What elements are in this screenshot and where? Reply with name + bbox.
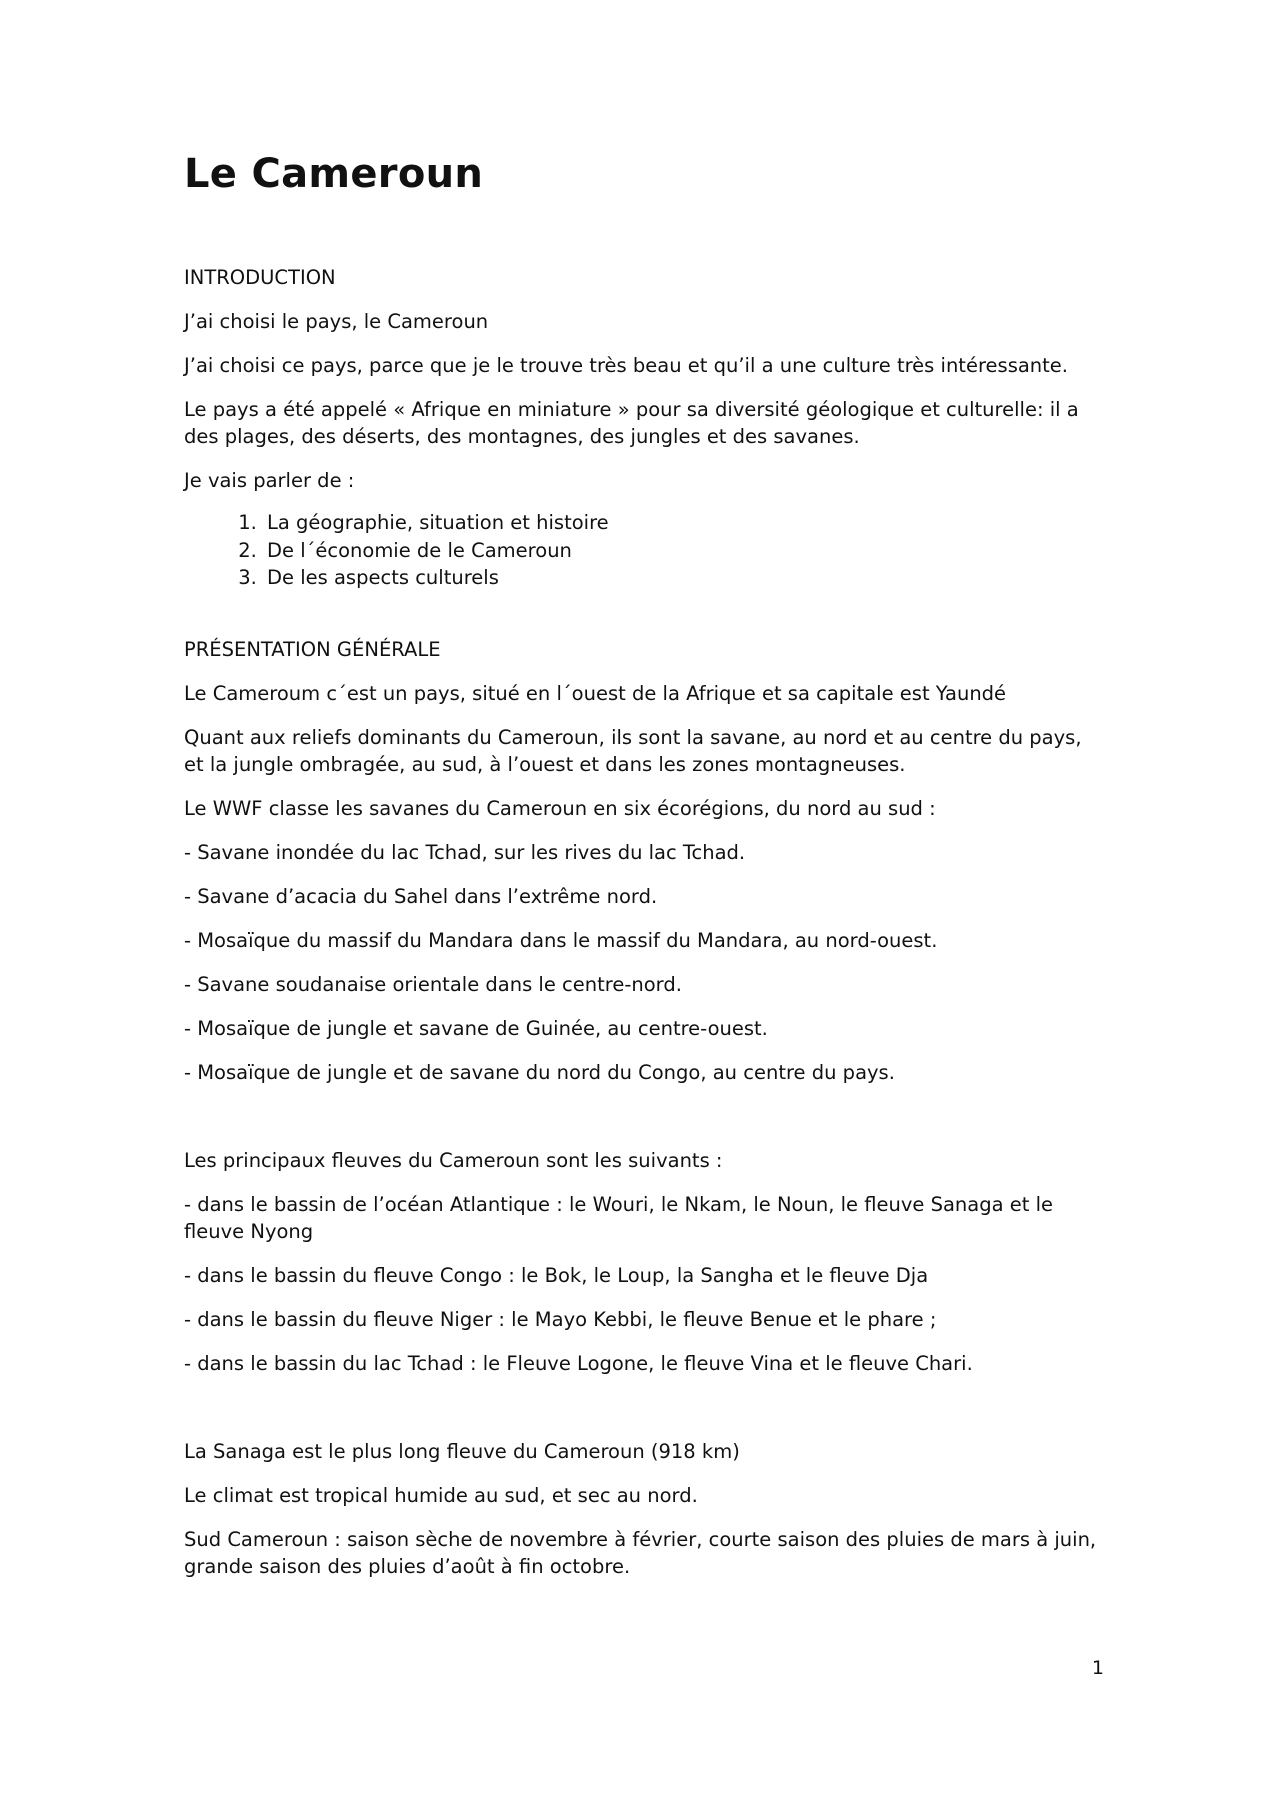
intro-paragraph-2: J’ai choisi ce pays, parce que je le trouve très beau et qu’il a une culture très intéressante.: [184, 354, 1069, 377]
rivers-intro: Les principaux fleuves du Cameroun sont les suivants :: [184, 1148, 723, 1172]
intro-paragraph-4: Je vais parler de :: [184, 469, 355, 492]
list-item: 1. La géographie, situation et histoire: [263, 509, 1104, 537]
ecoregion-item: - Mosaïque de jungle et de savane du nord du Congo, au centre du pays.: [184, 1060, 895, 1084]
list-item: 2. De l´économie de le Cameroun: [263, 537, 1104, 565]
ecoregion-item: - Savane inondée du lac Tchad, sur les rives du lac Tchad.: [184, 840, 746, 864]
presentation-paragraph-1: Le Cameroum c´est un pays, situé en l´ouest de la Afrique et sa capitale est Yaundé: [184, 681, 1007, 705]
presentation-paragraph-2: Quant aux reliefs dominants du Cameroun, ils sont la savane, au nord et au centre du pays, et la jungle ombragée, au sud, à l’ouest et dans les zones montagneuses.: [184, 725, 1082, 776]
intro-paragraph-1: J’ai choisi le pays, le Cameroun: [184, 310, 489, 333]
section-heading-introduction: INTRODUCTION: [184, 266, 336, 289]
list-item: 3. De les aspects culturels: [263, 564, 1104, 592]
river-item: - dans le bassin de l’océan Atlantique : le Wouri, le Nkam, le Noun, le fleuve Sanaga et le fleuve Nyong: [184, 1192, 1054, 1243]
page-number: 1: [1091, 1657, 1104, 1679]
section-spacer: [184, 1394, 1104, 1438]
section-spacer: [184, 592, 1104, 636]
ecoregion-item: - Mosaïque du massif du Mandara dans le massif du Mandara, au nord-ouest.: [184, 928, 938, 952]
river-item: - dans le bassin du fleuve Congo : le Bok, le Loup, la Sangha et le fleuve Dja: [184, 1263, 929, 1287]
climate-paragraph-1: La Sanaga est le plus long fleuve du Cameroun (918 km): [184, 1439, 740, 1463]
river-item: - dans le bassin du fleuve Niger : le Mayo Kebbi, le fleuve Benue et le phare ;: [184, 1307, 937, 1331]
climate-paragraph-3: Sud Cameroun : saison sèche de novembre à février, courte saison des pluies de mars à juin, grande saison des pluies d’août à fin octobre.: [184, 1527, 1097, 1578]
topics-list: [184, 509, 1104, 592]
river-item: - dans le bassin du lac Tchad : le Fleuve Logone, le fleuve Vina et le fleuve Chari.: [184, 1351, 973, 1375]
intro-paragraph-3: Le pays a été appelé « Afrique en miniature » pour sa diversité géologique et culturelle: il a des plages, des déserts, des montagnes, des jungles et des savanes.: [184, 398, 1079, 448]
page-content: [184, 148, 1104, 1597]
section-spacer: [184, 1103, 1104, 1147]
ecoregion-item: - Mosaïque de jungle et savane de Guinée, au centre-ouest.: [184, 1016, 768, 1040]
ecoregion-item: - Savane soudanaise orientale dans le centre-nord.: [184, 972, 682, 996]
climate-paragraph-2: Le climat est tropical humide au sud, et sec au nord.: [184, 1483, 698, 1507]
ecoregion-item: - Savane d’acacia du Sahel dans l’extrême nord.: [184, 884, 658, 908]
presentation-paragraph-3: Le WWF classe les savanes du Cameroun en six écorégions, du nord au sud :: [184, 796, 936, 820]
document-title: Le Cameroun: [184, 151, 484, 197]
section-heading-presentation: PRÉSENTATION GÉNÉRALE: [184, 637, 441, 661]
